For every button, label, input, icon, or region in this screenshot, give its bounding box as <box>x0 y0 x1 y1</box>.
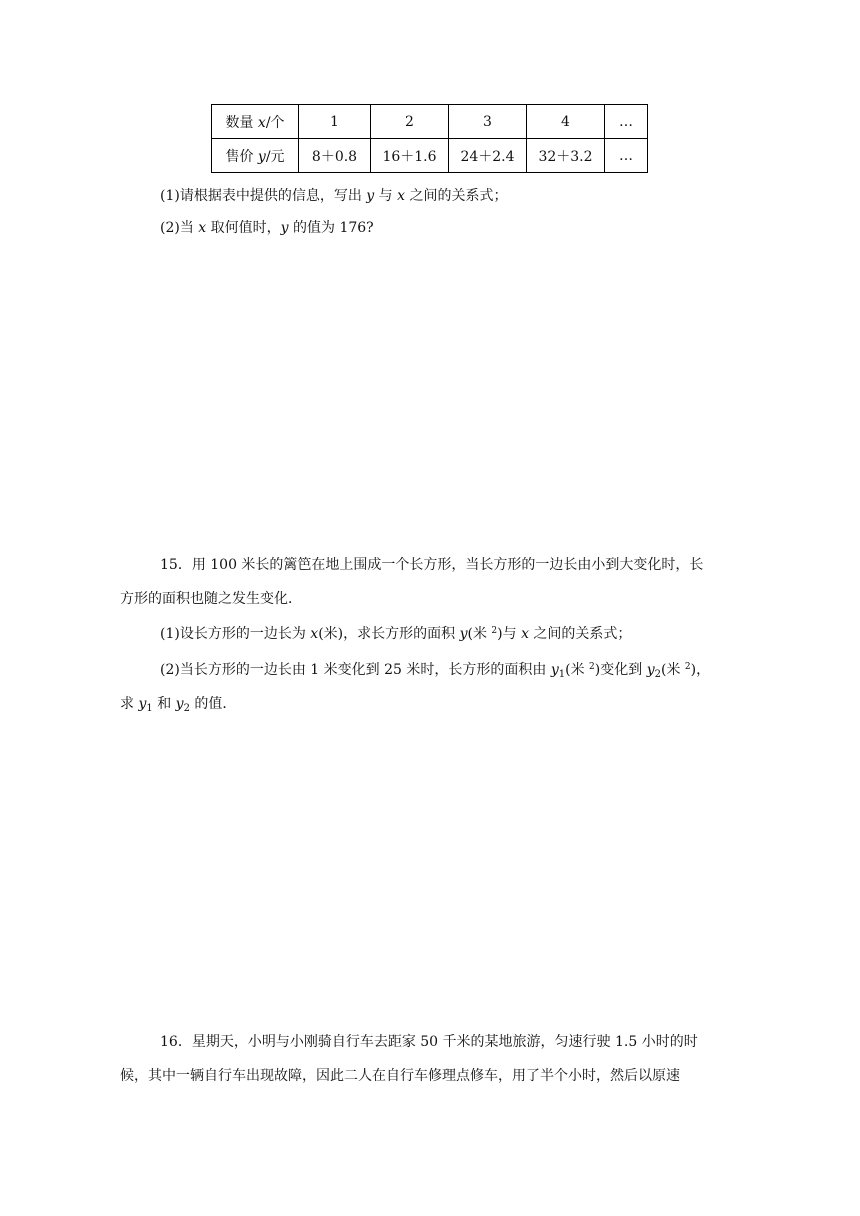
q15-part1: (1)设长方形的一边长为 x(米)，求长方形的面积 y(米 $^2$)与 x 之间的关系式； <box>160 626 632 642</box>
table-cell: 24＋2.4 <box>449 139 527 173</box>
q16-stem-line1: 16．星期天，小明与小刚骑自行车去距家 50 千米的某地旅游，匀速行驶 1.5 小时的时 <box>160 1034 698 1050</box>
table-cell: 2 <box>371 105 449 139</box>
label-text: 售价 <box>225 148 258 165</box>
q15-part2-line2: 求 $y_1$ 和 $y_2$ 的值． <box>120 696 237 714</box>
q14-part2: (2)当 x 取何值时，y 的值为 176? <box>160 220 374 236</box>
row-header-quantity <box>212 105 299 139</box>
variable-x: x <box>257 114 266 131</box>
table-cell: 1 <box>299 105 371 139</box>
table-cell: 3 <box>449 105 527 139</box>
table-cell: … <box>605 105 648 139</box>
variable-y: y <box>257 148 266 165</box>
row-header-price <box>212 139 299 173</box>
q15-stem-line1: 15．用 100 米长的篱笆在地上围成一个长方形，当长方形的一边长由小到大变化时，长 <box>160 557 704 573</box>
table-cell: 32＋3.2 <box>527 139 605 173</box>
q14-part1: (1)请根据表中提供的信息，写出 y 与 x 之间的关系式； <box>160 188 508 204</box>
table-cell: 16＋1.6 <box>371 139 449 173</box>
unit-text: /个 <box>265 114 285 131</box>
q15-part2: (2)当长方形的一边长由 1 米变化到 25 米时，长方形的面积由 $y_1$(米 $^2$)变化到 $y_2$(米 $^2$)， <box>160 662 711 680</box>
q15-stem-line2: 方形的面积也随之发生变化． <box>120 591 302 607</box>
table-cell: … <box>605 139 648 173</box>
table-row-quantity <box>212 105 648 139</box>
label-text: 数量 <box>225 114 258 131</box>
price-table <box>211 104 648 173</box>
table-cell: 8＋0.8 <box>299 139 371 173</box>
q16-stem-line2: 候，其中一辆自行车出现故障，因此二人在自行车修理点修车，用了半个小时，然后以原速 <box>120 1068 680 1084</box>
table-cell: 4 <box>527 105 605 139</box>
unit-text: /元 <box>265 148 285 165</box>
table-row-price <box>212 139 648 173</box>
